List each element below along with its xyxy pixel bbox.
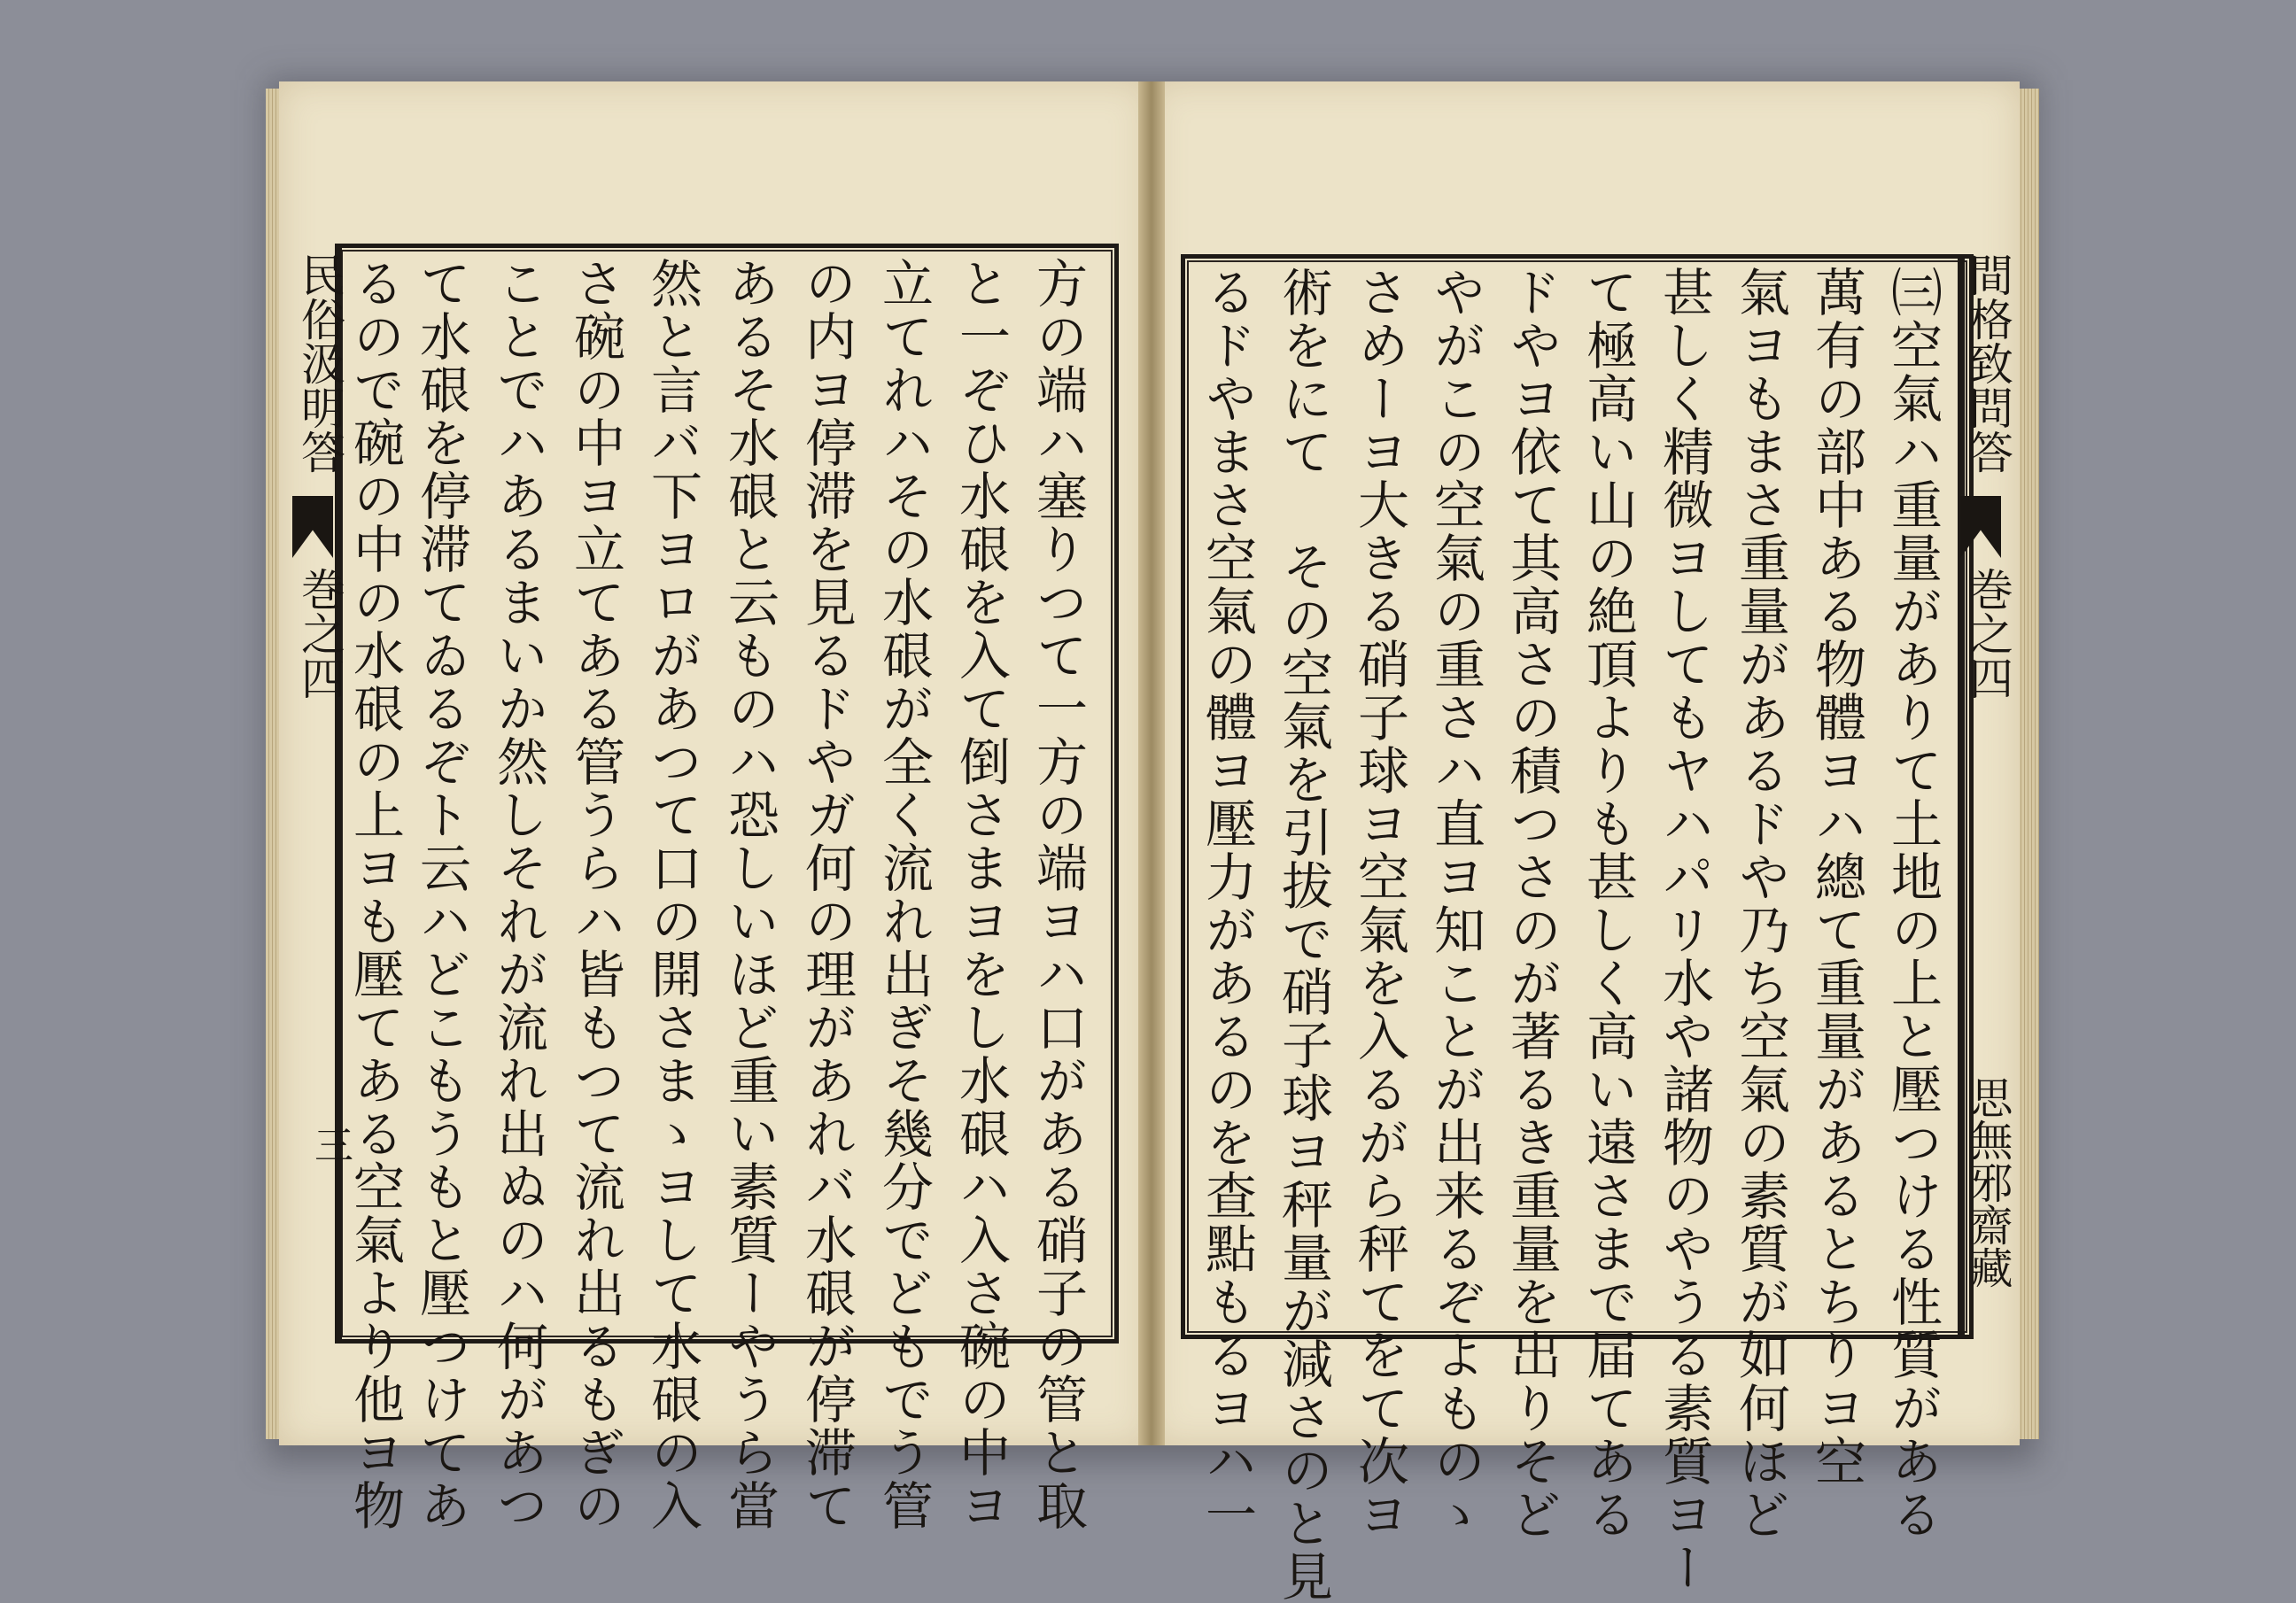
left-column-5: あるそ水硍と云ものハ恐しいほど重い素質ーやうら當 [719, 257, 780, 1532]
left-column-2: と一ぞひ水硍を入て倒さまヨをし水硍ハ入さ碗の中ヨ [950, 257, 1011, 1532]
left-column-7: さ碗の中ヨ立てある管うらハ皆もつて流れ出るもぎの [565, 257, 625, 1532]
right-column-4: 甚しく精微ヨしてもヤハパリ水や諸物のやうる素質ヨー [1654, 266, 1714, 1594]
right-column-3: 氣ヨもまさ重量があるドや乃ち空氣の素質が如何ほど [1730, 266, 1790, 1541]
right-column-6: ドやヨ依て其高さの積つさのが著るき重量を出りそど [1501, 266, 1562, 1541]
left-column-9: て水硍を停滞てゐるぞト云ハどこもうもと壓つけてあ [411, 257, 471, 1532]
right-column-9: 術をにて その空氣を引拔で硝子球ヨ秤量が減さのと見 [1273, 266, 1333, 1603]
left-page-number: 三 [307, 1125, 353, 1164]
right-column-5: て極高い山の絶頂よりも甚しく高い遠さまで届てある [1578, 266, 1638, 1541]
right-volume-label: 巻之四 [1962, 567, 2013, 700]
right-page-edges [2018, 89, 2039, 1439]
right-column-7: やがこの空氣の重さハ直ヨ知ことが出来るぞよものゝ [1425, 266, 1485, 1541]
left-column-3: 立てれハその水硍が全く流れ出ぎそ幾分でどもでう管 [873, 257, 934, 1532]
left-volume-label: 巻之四 [294, 567, 345, 700]
right-running-title: 間格致問答 [1962, 252, 2013, 474]
book-gutter [1138, 81, 1165, 1445]
right-column-8: さめーヨ大きる硝子球ヨ空氣を入るがら秤てをて次ヨ [1349, 266, 1409, 1541]
publisher-imprint: 思無邪齋藏 [1963, 1076, 2013, 1289]
left-column-4: の内ヨ停滞を見るドやガ何の理があれバ水硍が停滞て [796, 257, 857, 1532]
right-column-2: 萬有の部中ある物體ヨハ總て重量があるとちりヨ空 [1806, 266, 1866, 1488]
right-column-10: るドやまさ空氣の體ヨ壓力があるのを查點もるヨハ一 [1197, 266, 1257, 1541]
left-column-10: るので碗の中の水硍の上ヨも壓てある空氣より他ヨ物 [345, 257, 405, 1532]
left-column-1: 方の端ハ塞りつて一方の端ヨハ口がある硝子の管と取 [1028, 257, 1088, 1532]
left-column-8: ことでハあるまいか然しそれが流れ出ぬのハ何があつ [488, 257, 548, 1532]
left-column-6: 然と言バ下ヨロがあつて口の開さまゝヨして水硍の入 [642, 257, 702, 1532]
right-column-1: ㈢空氣ハ重量がありて土地の上と壓つける性質がある [1882, 266, 1943, 1541]
left-running-title: 民俗汲明答 [294, 252, 345, 474]
